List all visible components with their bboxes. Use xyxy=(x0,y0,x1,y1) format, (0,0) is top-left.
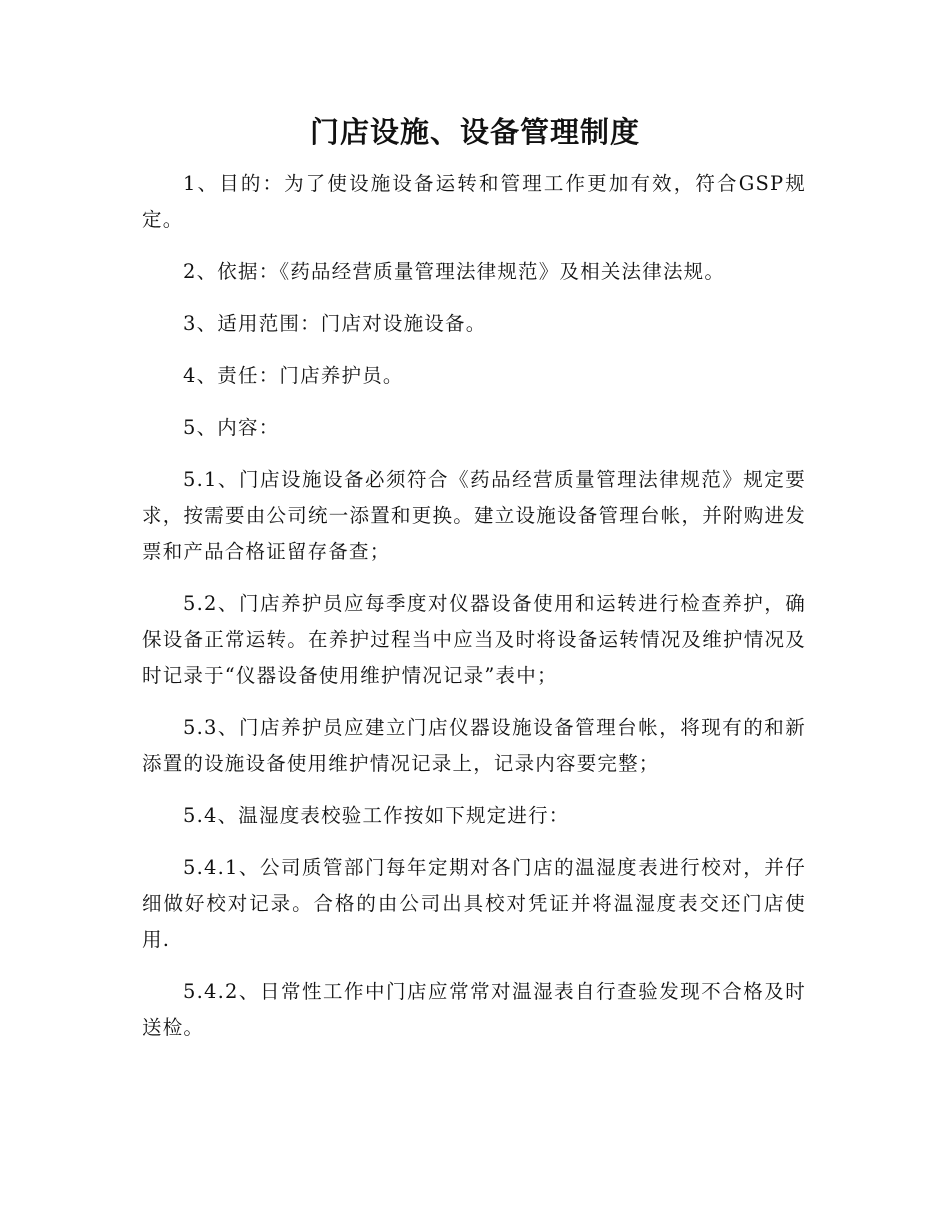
paragraph-scope: 3、适用范围：门店对设施设备。 xyxy=(183,312,487,335)
paragraph-basis: 2、依据：《药品经营质量管理法律规范》及相关法律法规。 xyxy=(183,260,726,283)
paragraph-5-4: 5.4、温湿度表校验工作按如下规定进行： xyxy=(183,804,570,827)
document-title: 门店设施、设备管理制度 xyxy=(309,115,640,149)
paragraph-responsibility: 4、责任：门店养护员。 xyxy=(183,364,404,387)
document-body xyxy=(142,166,806,1062)
paragraph-5-3: 5.3、门店养护员应建立门店仪器设施设备管理台帐，将现有的和新添置的设施设备使用维护情况记录上，记录内容要完整； xyxy=(142,716,806,775)
paragraph-5-4-1: 5.4.1、公司质管部门每年定期对各门店的温湿度表进行校对，并仔细做好校对记录。合格的由公司出具校对凭证并将温湿度表交还门店使用. xyxy=(142,856,806,951)
paragraph-5-4-2: 5.4.2、日常性工作中门店应常常对温湿表自行查验发现不合格及时送检。 xyxy=(142,980,806,1039)
paragraph-5-2: 5.2、门店养护员应每季度对仪器设备使用和运转进行检查养护，确保设备正常运转。在养护过程当中应当及时将设备运转情况及维护情况及时记录于“仪器设备使用维护情况记录”表中； xyxy=(142,592,806,687)
paragraph-content-heading: 5、内容： xyxy=(183,416,280,439)
paragraph-purpose: 1、目的：为了使设施设备运转和管理工作更加有效，符合GSP规定。 xyxy=(142,172,806,231)
paragraph-5-1: 5.1、门店设施设备必须符合《药品经营质量管理法律规范》规定要求，按需要由公司统一添置和更换。建立设施设备管理台帐，并附购进发票和产品合格证留存备查； xyxy=(142,468,806,563)
